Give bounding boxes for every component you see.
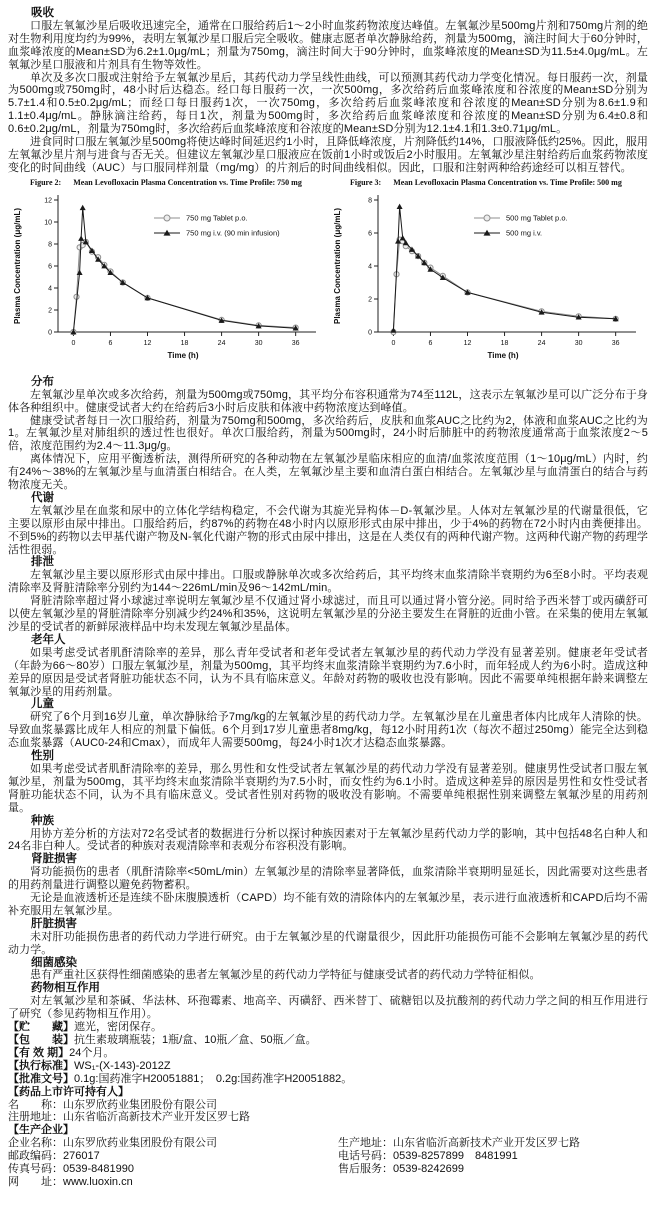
paragraph-elderly-1: 如果考虑受试者肌酐清除率的差异，那么青年受试者和老年受试者左氧氟沙星的药代动力学没有显著差别。健康老年受试者（年龄为66～80岁）口服左氧氟沙星，剂量为500mg，其平均终末血浆清除半衰期约为7.6小时，而年轻成人约为6小时。造成这种差异的原因是受试者肾脏功能状态不同，认为不具有临床意义。年龄对药物的吸收也没有影响。因此不需要单纯根据年龄来调整左氧氟沙星的用药剂量。 xyxy=(8,646,648,698)
footer-label: 【药品上市许可持有人】 xyxy=(8,1085,129,1098)
svg-text:0: 0 xyxy=(48,329,52,337)
paragraph-drug-interactions-1: 对左氧氟沙星和茶碱、华法林、环孢霉素、地高辛、丙磺舒、西米替丁、硫糖铝以及抗酸剂的药代动力学之间的相互作用进行了研究（参见药物相互作用）。 xyxy=(8,995,648,1021)
svg-text:2: 2 xyxy=(48,307,52,315)
footer-line-9 xyxy=(8,1124,648,1137)
svg-text:12: 12 xyxy=(143,339,152,347)
svg-text:8: 8 xyxy=(48,241,52,249)
footer-info-block xyxy=(8,1021,648,1189)
svg-text:0: 0 xyxy=(368,329,372,337)
svg-text:2: 2 xyxy=(368,296,372,304)
footer-line-7 xyxy=(8,1099,648,1112)
figure-750mg xyxy=(8,178,328,374)
figure-750mg-label: Figure 2: xyxy=(30,177,62,187)
footer-value: WS₁-(X-143)-2012Z xyxy=(74,1059,171,1072)
footer-value: 网 址：www.luoxin.cn xyxy=(8,1175,133,1188)
svg-text:18: 18 xyxy=(500,339,509,347)
figure-750mg-title xyxy=(8,178,328,188)
figure-500mg-label: Figure 3: xyxy=(350,177,382,187)
absorption-section-block xyxy=(8,7,648,175)
section-heading-absorption: 吸收 xyxy=(31,7,54,19)
footer-line-11 xyxy=(8,1150,648,1163)
footer-line-5 xyxy=(8,1073,648,1086)
svg-text:12: 12 xyxy=(463,339,472,347)
footer-value: 抗生素玻璃瓶装；1瓶/盒、10瓶／盒、50瓶／盒。 xyxy=(74,1034,317,1046)
svg-text:Plasma Concentration (μg/mL): Plasma Concentration (μg/mL) xyxy=(333,207,342,324)
section-heading-metabolism: 代谢 xyxy=(31,491,54,504)
section-heading-children: 儿童 xyxy=(31,698,54,711)
figure-500mg xyxy=(328,178,648,374)
svg-text:30: 30 xyxy=(574,339,583,347)
paragraph-excretion-2: 肾脏清除率超过肾小球滤过率说明左氧氟沙星不仅通过肾小球滤过，而且可以通过肾小管分泌。同时给予西米替丁或丙磺舒可以使左氧氟沙星的肾脏清除率分别减少约24%和35%，这说明左氧氟沙星的分泌主要发生在肾脏的近曲小管。在采集的使用左氧氟沙星的受试者的新鲜尿液样品中均未发现左氧氟沙星晶体。 xyxy=(8,595,648,633)
section-heading-excretion: 排泄 xyxy=(31,556,54,569)
footer-value-right: 电话号码：0539-8257899 8481991 xyxy=(338,1150,518,1163)
footer-value: 名 称：山东罗欣药业集团股份有限公司 xyxy=(8,1098,217,1111)
svg-text:18: 18 xyxy=(180,339,189,347)
svg-text:0: 0 xyxy=(391,339,396,347)
paragraph-absorption-1: 口服左氧氟沙星后吸收迅速完全，通常在口服给药后1～2小时血浆药物浓度达峰值。左氧氟沙星500mg片剂和750mg片剂的绝对生物利用度均约为99%，表明左氧氟沙星口服后完全吸收。健康志愿者单次静脉给药，剂量为500mg，滴注时间大于60分钟时，血浆峰浓度的Mean±SD为6.2±1.0μg/mL；剂量为750mg，滴注时间大于90分钟时，血浆峰浓度的Mean±SD为11.5±4.0μg/mL。左氧氟沙星口服液和片剂具有生物等效性。 xyxy=(8,19,648,71)
svg-text:Plasma Concentration (μg/mL): Plasma Concentration (μg/mL) xyxy=(13,207,22,324)
svg-text:6: 6 xyxy=(48,263,52,271)
footer-line-13 xyxy=(8,1176,648,1189)
svg-text:10: 10 xyxy=(44,219,52,227)
section-heading-drug-interactions: 药物相互作用 xyxy=(31,982,100,995)
section-heading-gender: 性别 xyxy=(31,750,54,763)
figure-750mg-chart xyxy=(8,188,328,374)
footer-line-2 xyxy=(8,1034,648,1047)
footer-line-8 xyxy=(8,1111,648,1124)
paragraph-absorption-2: 单次及多次口服或注射给予左氧氟沙星后，其药代动力学呈线性曲线，可以预测其药代动力学变化情况。每日服药一次，剂量为500mg或750mg时，48小时后达稳态。经口每日服药一次，一次500mg，多次给药后血浆峰浓度和谷浓度的Mean±SD分别为5.7±1.4和0.5±0.2μg/mL；而经口每日服药1次，一次750mg，多次给药后血浆峰浓度和谷浓度的Mean±SD分别为8.6±1.9和1.1±0.4μg/mL。静脉滴注给药，每日1次，剂量为500mg时，多次给药后血浆峰浓度和谷浓度的Mean±SD分别为6.4±0.8和0.6±0.2μg/mL，剂量为750mg时，多次给药后血浆峰浓度和谷浓度的Mean±SD分别为12.1±4.1和1.3±0.71μg/mL。 xyxy=(8,71,648,136)
pharmacokinetics-sections-block xyxy=(8,376,648,1021)
figure-750mg-title-text: Mean Levofloxacin Plasma Concentration vs. Time Profile: 750 mg xyxy=(73,177,302,187)
footer-label: 【执行标准】 xyxy=(8,1059,74,1072)
svg-text:6: 6 xyxy=(428,339,433,347)
svg-text:12: 12 xyxy=(44,197,52,205)
svg-text:6: 6 xyxy=(108,339,113,347)
svg-text:Time (h): Time (h) xyxy=(167,350,199,360)
svg-text:500 mg i.v.: 500 mg i.v. xyxy=(506,228,543,238)
svg-text:36: 36 xyxy=(291,339,300,347)
svg-text:750 mg Tablet p.o.: 750 mg Tablet p.o. xyxy=(186,213,248,223)
footer-value: 邮政编码：276017 xyxy=(8,1150,100,1163)
footer-value: 0.1g:国药准字H20051881； 0.2g:国药准字H20051882。 xyxy=(74,1072,353,1085)
paragraph-absorption-3: 进食同时口服左氧氟沙星500mg将使达峰时间延迟约1小时，且降低峰浓度，片剂降低约14%，口服液降低约25%。因此，服用左氧氟沙星片剂与进食与否无关。但建议左氧氟沙星口服液应在饭前1小时或饭后2小时服用。左氧氟沙星注射给药后血浆药物浓度变化的时间曲线（AUC）与口服同样剂量（mg/mg）的片剂后的时间曲线相似。因此，口服和注射两种给药途经可以相互替代。 xyxy=(8,136,648,174)
section-heading-renal-impairment: 肾脏损害 xyxy=(31,853,77,866)
svg-text:4: 4 xyxy=(368,263,372,271)
footer-label: 【批准文号】 xyxy=(8,1072,74,1085)
figure-500mg-title-text: Mean Levofloxacin Plasma Concentration vs. Time Profile: 500 mg xyxy=(393,177,622,187)
svg-text:500 mg Tablet p.o.: 500 mg Tablet p.o. xyxy=(506,213,568,223)
footer-value: 企业名称：山东罗欣药业集团股份有限公司 xyxy=(8,1137,217,1150)
section-heading-hepatic-impairment: 肝脏损害 xyxy=(31,917,77,930)
footer-line-3 xyxy=(8,1047,648,1060)
footer-label: 【贮 藏】 xyxy=(8,1021,74,1034)
svg-text:24: 24 xyxy=(217,339,226,347)
paragraph-distribution-3: 离体情况下，应用平衡透析法，测得所研究的各种动物在左氧氟沙星临床相应的血清/血浆浓度范围（1～10μg/mL）内时，约有24%～38%的左氧氟沙星与血清蛋白相结合。在人类，左氧氟沙星主要和血清白蛋白相结合。左氧氟沙星与血清蛋白的结合与药物浓度无关。 xyxy=(8,453,648,492)
footer-value: 遮光，密闭保存。 xyxy=(74,1021,162,1034)
paragraph-distribution-2: 健康受试者每日一次口服给药，剂量为750mg和500mg，多次给药后，皮肤和血浆AUC之比约为2，体液和血浆AUC之比约为1。左氧氟沙星对肺组织的透过性也很好。单次口服给药，剂量为500mg时，24小时后肺脏中的药物浓度通常高于血浆浓度2～5倍，浓度范围约为2.4～11.3μg/g。 xyxy=(8,414,648,453)
paragraph-metabolism-1: 左氧氟沙星在血浆和尿中的立体化学结构稳定，不会代谢为其旋光异构体－D-氧氟沙星。人体对左氧氟沙星的代谢量很低，它主要以原形由尿中排出。口服给药后，约87%的药物在48小时内以原形形式由尿中排出，少于4%的药物在72小时内由粪便排出。不到5%的药物以去甲基代谢产物及N-氧化代谢产物的形式由尿中排出，这是在人类仅有的两种代谢产物。这两种代谢产物的药理学活性很弱。 xyxy=(8,504,648,556)
footer-value: 传真号码：0539-8481990 xyxy=(8,1163,134,1176)
paragraph-bacterial-infection-1: 患有严重社区获得性细菌感染的患者左氧氟沙星的药代动力学特征与健康受试者的药代动力学特征相似。 xyxy=(30,969,541,982)
footer-line-1 xyxy=(8,1021,648,1034)
section-heading-race: 种族 xyxy=(31,814,54,827)
svg-text:Time (h): Time (h) xyxy=(487,350,519,360)
paragraph-gender-1: 如果考虑受试者肌酐清除率的差异，那么男性和女性受试者左氧氟沙星的药代动力学没有显著差别。健康男性受试者口服左氧氟沙星，剂量为500mg，其平均终末血浆清除半衰期约为7.5小时，而女性约为6.1小时。造成这种差异的原因是男性和女性受试者肾脏功能状态不同，认为不具有临床意义。受试者性别对药物的吸收没有影响。不需要单纯根据性别来调整左氧氟沙星的用药剂量。 xyxy=(8,762,648,814)
paragraph-hepatic-impairment-1: 未对肝功能损伤患者的药代动力学进行研究。由于左氧氟沙星的代谢量很少，因此肝功能损伤可能不会影响左氧氟沙星的药代动力学。 xyxy=(8,930,648,956)
figure-500mg-chart xyxy=(328,188,648,374)
footer-line-6 xyxy=(8,1086,648,1099)
svg-text:30: 30 xyxy=(254,339,263,347)
footer-value-right: 生产地址：山东省临沂高新技术产业开发区罗七路 xyxy=(338,1137,580,1150)
figures-row xyxy=(8,178,648,374)
footer-label: 【生产企业】 xyxy=(8,1124,74,1137)
footer-value: 注册地址：山东省临沂高新技术产业开发区罗七路 xyxy=(8,1111,250,1124)
paragraph-excretion-1: 左氧氟沙星主要以原形形式由尿中排出。口服或静脉单次或多次给药后，其平均终末血浆清除半衰期约为6至8小时。平均表观清除率及肾脏清除率分别约为144～226mL/min及96～142mL/min。 xyxy=(8,569,648,595)
paragraph-distribution-1: 左氧氟沙星单次或多次给药，剂量为500mg或750mg，其平均分布容积通常为74至112L，这表示左氧氟沙星可以广泛分布于身体各种组织中。健康受试者大约在给药后3小时后皮肤和体液中药物浓度达到峰值。 xyxy=(8,388,648,414)
section-heading-elderly: 老年人 xyxy=(31,633,66,646)
svg-text:36: 36 xyxy=(611,339,620,347)
svg-text:24: 24 xyxy=(537,339,546,347)
figure-500mg-title xyxy=(328,178,648,188)
paragraph-renal-impairment-2: 无论是血液透析还是连续不卧床腹膜透析（CAPD）均不能有效的清除体内的左氧氟沙星，表示进行血液透析和CAPD后均不需补充服用左氧氟沙星。 xyxy=(8,892,648,917)
paragraph-race-1: 用协方差分析的方法对72名受试者的数据进行分析以探讨种族因素对于左氧氟沙星药代动力学的影响，其中包括48名白种人和24名非白种人。受试者的种族对表观清除率和表观分布容积没有影响。 xyxy=(8,827,648,853)
svg-text:6: 6 xyxy=(368,230,372,238)
footer-label: 【包 装】 xyxy=(8,1034,74,1046)
svg-text:8: 8 xyxy=(368,197,372,205)
footer-line-4 xyxy=(8,1060,648,1073)
section-heading-bacterial-infection: 细菌感染 xyxy=(31,956,77,969)
footer-line-12 xyxy=(8,1163,648,1176)
svg-text:750 mg i.v. (90 min infusion): 750 mg i.v. (90 min infusion) xyxy=(186,228,280,238)
footer-label: 【有 效 期】 xyxy=(8,1046,70,1059)
section-heading-distribution: 分布 xyxy=(31,375,54,388)
svg-text:0: 0 xyxy=(71,339,76,347)
footer-value-right: 售后服务：0539-8242699 xyxy=(338,1163,464,1176)
svg-text:4: 4 xyxy=(48,285,52,293)
paragraph-children-1: 研究了6个月到16岁儿童，单次静脉给予7mg/kg的左氧氟沙星的药代动力学。左氧氟沙星在儿童患者体内比成年人清除的快。导致血浆暴露比成年人相应的剂量下偏低。6个月到17岁儿童患者8mg/kg，每12小时用药1次（每次不超过250mg）能完全达到稳态血浆暴露（AUC0-24和Cmax），而成年人需要500mg，每24小时1次才达稳态血浆暴露。 xyxy=(8,711,648,750)
paragraph-renal-impairment-1: 肾功能损伤的患者（肌酐清除率<50mL/min）左氧氟沙星的清除率显著降低，血浆清除半衰期明显延长，因此需要对这些患者的用药剂量进行调整以避免药物蓄积。 xyxy=(8,866,648,892)
footer-value: 24个月。 xyxy=(69,1046,115,1059)
footer-line-10 xyxy=(8,1137,648,1150)
